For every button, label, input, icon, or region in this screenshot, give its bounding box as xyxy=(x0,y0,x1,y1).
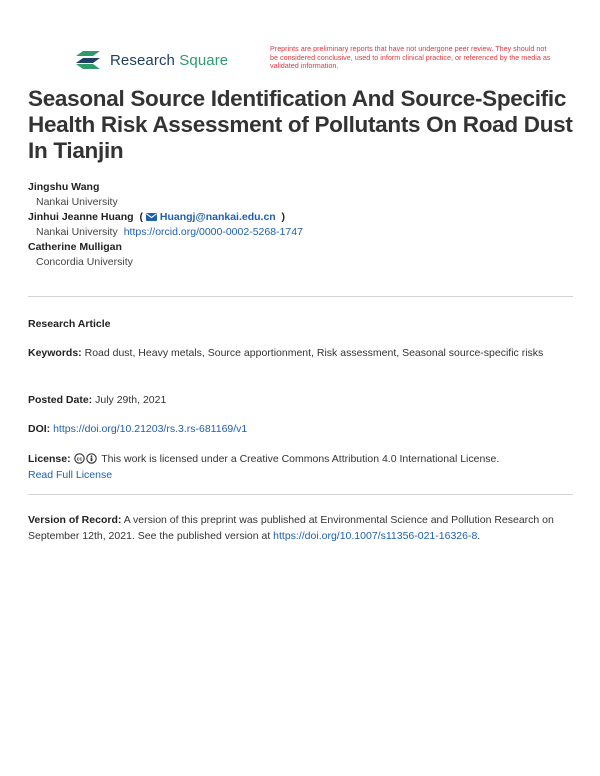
envelope-icon xyxy=(146,213,157,221)
research-square-logo-icon xyxy=(74,49,102,71)
doi-section xyxy=(28,421,573,437)
email-close-paren: ) xyxy=(278,211,286,223)
doi-label: DOI: xyxy=(28,423,51,435)
creative-commons-by-icon xyxy=(74,453,99,464)
paper-title: Seasonal Source Identification And Source-Specific Health Risk Assessment of Pollutants On Road Dust In Tianjin xyxy=(28,86,573,163)
keywords-label: Keywords: xyxy=(28,347,82,359)
author-affiliation: Concordia University xyxy=(36,256,133,268)
version-of-record-section xyxy=(28,512,573,544)
license-section xyxy=(28,451,573,483)
svg-text:cc: cc xyxy=(76,456,82,463)
logo-word-square: Square xyxy=(179,51,229,69)
author-name: Jinhui Jeanne Huang xyxy=(28,211,134,223)
logo-word-research: Research xyxy=(110,51,175,69)
email-open-paren: ( xyxy=(136,211,143,223)
author-email-link[interactable] xyxy=(146,211,279,223)
posted-date-value: July 29th, 2021 xyxy=(95,394,167,406)
posted-date-section xyxy=(28,392,573,408)
read-full-license-link[interactable]: Read Full License xyxy=(28,469,113,481)
orcid-link[interactable]: https://orcid.org/0000-0002-5268-1747 xyxy=(123,226,303,238)
research-square-logo[interactable] xyxy=(74,48,228,72)
author-name: Jingshu Wang xyxy=(28,181,100,193)
logo-wordmark xyxy=(110,52,228,69)
author-name: Catherine Mulligan xyxy=(28,241,122,253)
version-of-record-label: Version of Record: xyxy=(28,514,122,526)
keywords-section xyxy=(28,345,573,361)
version-of-record-period: . xyxy=(477,530,481,542)
author-entry xyxy=(28,180,573,210)
preprint-notice: Preprints are preliminary reports that have not undergone peer review. They should not be considered conclusive, used to inform clinical practice, or referenced by the media as validated information. xyxy=(270,44,551,71)
license-label: License: xyxy=(28,453,71,465)
divider xyxy=(28,494,573,495)
published-version-link[interactable]: https://doi.org/10.1007/s11356-021-16326-8 xyxy=(273,530,478,542)
author-affiliation-row xyxy=(28,225,573,240)
version-of-record-text: A version of this preprint was published at Environmental Science and Pollution Research on September 12th, 2021. See the published version at xyxy=(28,514,554,542)
keywords-value: Road dust, Heavy metals, Source apportionment, Risk assessment, Seasonal source-specific risks xyxy=(84,347,544,359)
author-affiliation: Nankai University xyxy=(36,226,118,238)
author-entry xyxy=(28,210,573,240)
article-type-label: Research Article xyxy=(28,318,111,330)
author-email-text: Huangj@nankai.edu.cn xyxy=(159,211,276,223)
author-entry xyxy=(28,240,573,270)
posted-date-label: Posted Date: xyxy=(28,394,93,406)
author-affiliation: Nankai University xyxy=(36,196,118,208)
article-type xyxy=(28,316,573,332)
license-text: This work is licensed under a Creative Commons Attribution 4.0 International License. xyxy=(101,453,500,465)
divider xyxy=(28,296,573,297)
author-list xyxy=(28,180,573,270)
doi-link[interactable]: https://doi.org/10.21203/rs.3.rs-681169/v1 xyxy=(53,423,248,435)
page-header xyxy=(0,0,600,80)
